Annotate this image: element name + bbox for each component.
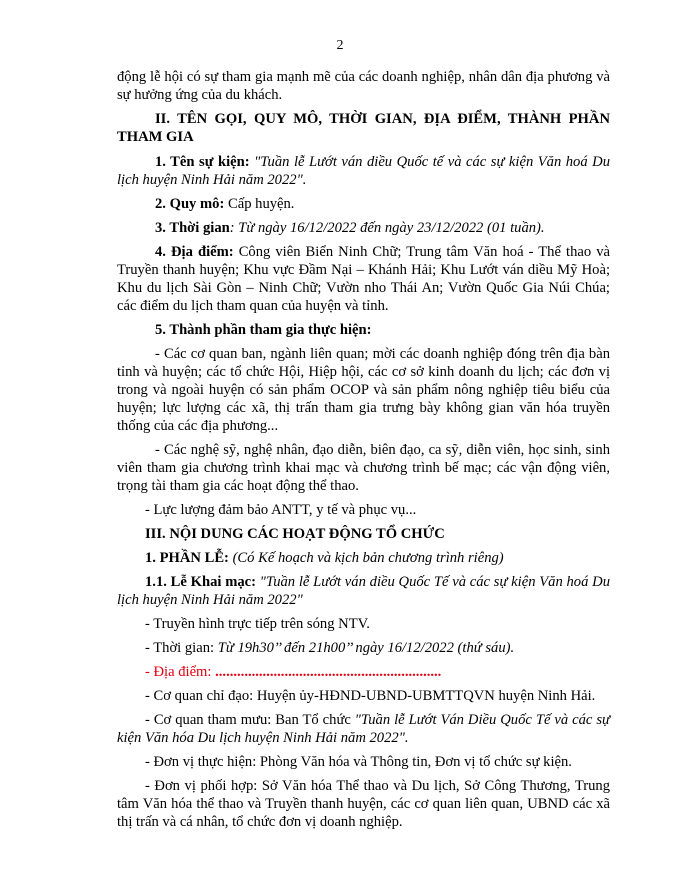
advisor-item [117, 711, 610, 747]
executor-item: - Đơn vị thực hiện: Phòng Văn hóa và Thông tin, Đơn vị tổ chức sự kiện. [145, 754, 572, 770]
location-value: Công viên Biển Ninh Chữ; Trung tâm Văn hoá - Thể thao và Truyền thanh huyện; Khu vực Đầm Nại – Khánh Hải; Khu Lướt ván diều Mỹ Hoà; Khu du lịch Sài Gòn – Ninh Chữ; Vườn nho Thái An; Vườn Quốc Gia Núi Chúa; các điểm du lịch tham quan của huyện và tỉnh. [117, 244, 610, 314]
event-name-label: 1. Tên sự kiện: [155, 154, 250, 170]
opening-place-label: - Địa điểm: [145, 664, 216, 680]
page-number: 2 [336, 38, 344, 53]
ceremony-note: (Có Kế hoạch và kịch bản chương trình riêng) [228, 550, 504, 566]
director-item: - Cơ quan chỉ đạo: Huyện ủy-HĐND-UBND-UBMTTQVN huyện Ninh Hải. [145, 688, 596, 704]
participants-heading: 5. Thành phần tham gia thực hiện: [155, 322, 372, 338]
opening-label: 1.1. Lễ Khai mạc: [145, 574, 256, 590]
participants-item-2: - Các nghệ sỹ, nghệ nhân, đạo diễn, biên đạo, ca sỹ, diễn viên, học sinh, sinh viên tham gia chương trình khai mạc và chương trình bế mạc; các vận động viên, trọng tài tham gia các hoạt động thể thao. [117, 442, 610, 494]
opening-time-label: - Thời gian: [145, 640, 218, 656]
location-paragraph [117, 243, 610, 315]
participants-item-1: - Các cơ quan ban, ngành liên quan; mời các doanh nghiệp đóng trên địa bàn tỉnh và huyện; các tổ chức Hội, Hiệp hội, các cơ sở kinh doanh du lịch; các đơn vị trong và ngoài huyện có sản phẩm OCOP và sản phẩm nông nghiệp tiêu biểu của huyện; lực lượng các xã, thị trấn tham gia trưng bày không gian văn hóa truyền thống của các địa phương... [117, 346, 610, 434]
advisor-value: "Tuần lễ Lướt Ván Diều Quốc Tế và các sự kiện Văn hóa Du lịch huyện Ninh Hải năm 2022". [117, 712, 610, 746]
opening-time-value: Từ 19h30’’ đến 21h00’’ ngày 16/12/2022 (thứ sáu). [217, 640, 515, 656]
participants-item-3: - Lực lượng đảm bảo ANTT, y tế và phục vụ... [145, 502, 417, 518]
scale-paragraph [117, 195, 610, 213]
event-name-value: "Tuần lễ Lướt ván diều Quốc tế và các sự kiện Văn hoá Du lịch huyện Ninh Hải năm 2022". [117, 154, 610, 188]
opening-value: "Tuần lễ Lướt ván diều Quốc Tế và các sự kiện Văn hoá Du lịch huyện Ninh Hải năm 2022" [117, 574, 610, 608]
event-name-paragraph [117, 153, 610, 189]
opening-place-dots: .............................................................. [215, 664, 442, 680]
broadcast-item: - Truyền hình trực tiếp trên sóng NTV. [145, 616, 370, 632]
location-label: 4. Địa điểm: [155, 244, 234, 260]
intro-paragraph: động lễ hội có sự tham gia mạnh mẽ của các doanh nghiệp, nhân dân địa phương và sự hưởng ứng của du khách. [117, 69, 610, 103]
section-2-heading: II. TÊN GỌI, QUY MÔ, THỜI GIAN, ĐỊA ĐIỂM, THÀNH PHẦN THAM GIA [117, 111, 610, 145]
time-paragraph [117, 219, 610, 237]
opening-place-item [117, 663, 610, 681]
opening-time-item [117, 639, 610, 657]
coordinator-item: - Đơn vị phối hợp: Sở Văn hóa Thể thao và Du lịch, Sở Công Thương, Trung tâm Văn hóa thể thao và Truyền thanh huyện, các cơ quan liên quan, UBND các xã thị trấn và cá nhân, tổ chức đơn vị doanh nghiệp. [117, 778, 610, 830]
scale-label: 2. Quy mô: [155, 196, 225, 212]
time-value: : Từ ngày 16/12/2022 đến ngày 23/12/2022 (01 tuần). [229, 220, 545, 236]
opening-paragraph [117, 573, 610, 609]
advisor-label: - Cơ quan tham mưu: Ban Tổ chức [145, 712, 355, 728]
ceremony-label: 1. PHẦN LỄ: [145, 550, 229, 566]
time-label: 3. Thời gian [155, 220, 230, 236]
section-3-heading: III. NỘI DUNG CÁC HOẠT ĐỘNG TỔ CHỨC [145, 526, 445, 542]
document-body [117, 68, 610, 837]
ceremony-paragraph [117, 549, 610, 567]
scale-value: Cấp huyện. [227, 196, 295, 212]
